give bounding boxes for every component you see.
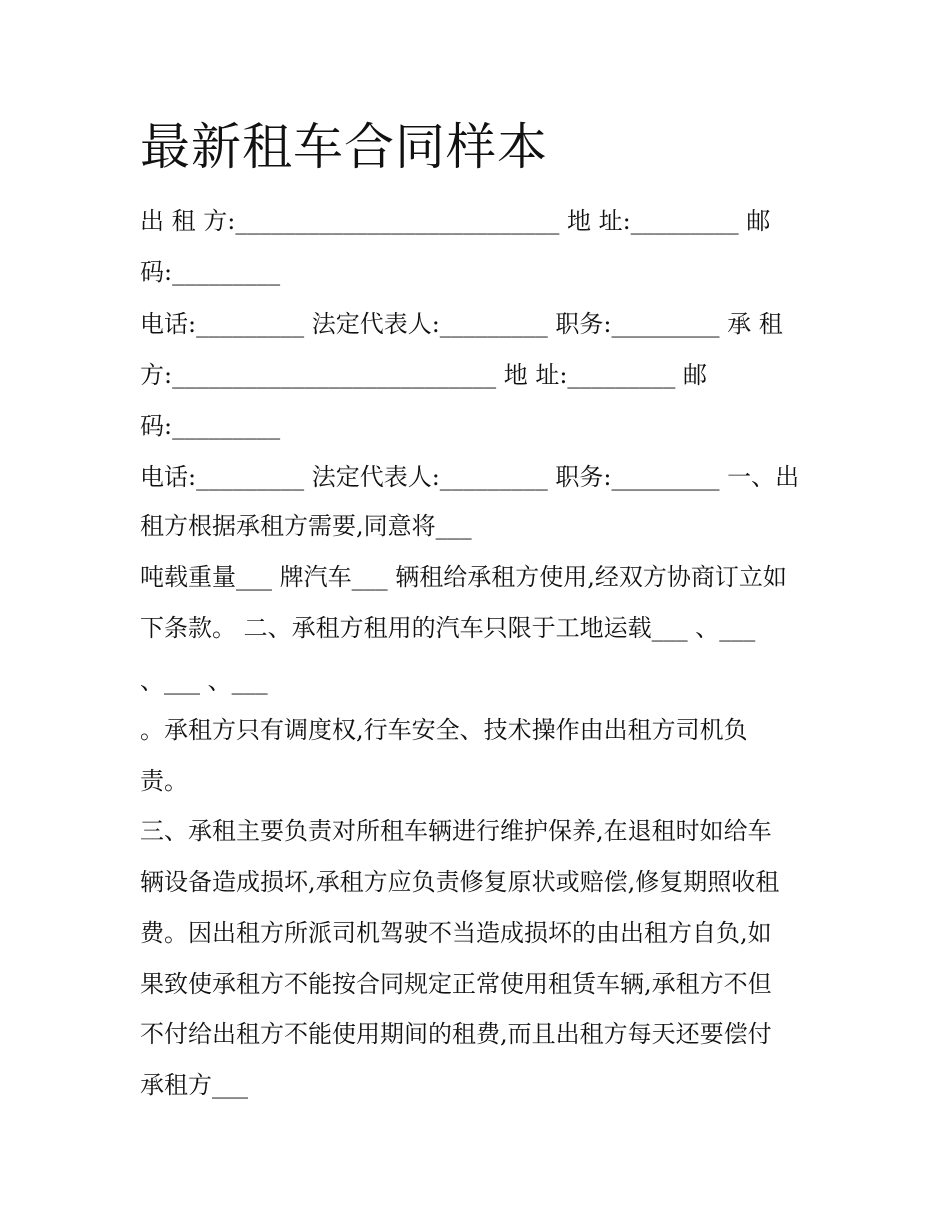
text-line: 租方根据承租方需要,同意将___ [140,512,472,540]
text-line: 辆设备造成损坏,承租方应负责修复原状或赔偿,修复期照收租 [140,868,780,896]
text-line: 、___ 、___ [140,667,268,695]
document-title: 最新租车合同样本 [140,118,548,176]
text-line: 三、承租主要负责对所租车辆进行维护保养,在退租时如给车 [140,817,772,845]
text-line: 码:_________ [140,412,281,440]
text-line: 费。因出租方所派司机驾驶不当造成损坏的由出租方自负,如 [140,919,772,947]
text-line: 下条款。 二、承租方租用的汽车只限于工地运载___ 、___ [140,614,756,642]
text-line: 吨载重量___ 牌汽车___ 辆租给承租方使用,经双方协商订立如 [140,563,787,591]
text-line: 责。 [140,767,188,795]
text-line: 。承租方只有调度权,行车安全、技术操作由出租方司机负 [140,716,748,744]
text-line: 承租方___ [140,1071,248,1099]
text-line: 电话:_________ 法定代表人:_________ 职务:_________ 一、出 [140,463,800,491]
text-line: 方:___________________________ 地 址:_________ 邮 [140,361,708,389]
text-line: 不付给出租方不能使用期间的租费,而且出租方每天还要偿付 [140,1020,772,1048]
text-line: 电话:_________ 法定代表人:_________ 职务:_________ 承 租 [140,310,783,338]
text-line: 果致使承租方不能按合同规定正常使用租赁车辆,承租方不但 [140,970,772,998]
text-line: 出 租 方:___________________________ 地 址:_________ 邮 [140,207,771,235]
text-line: 码:_________ [140,258,281,286]
